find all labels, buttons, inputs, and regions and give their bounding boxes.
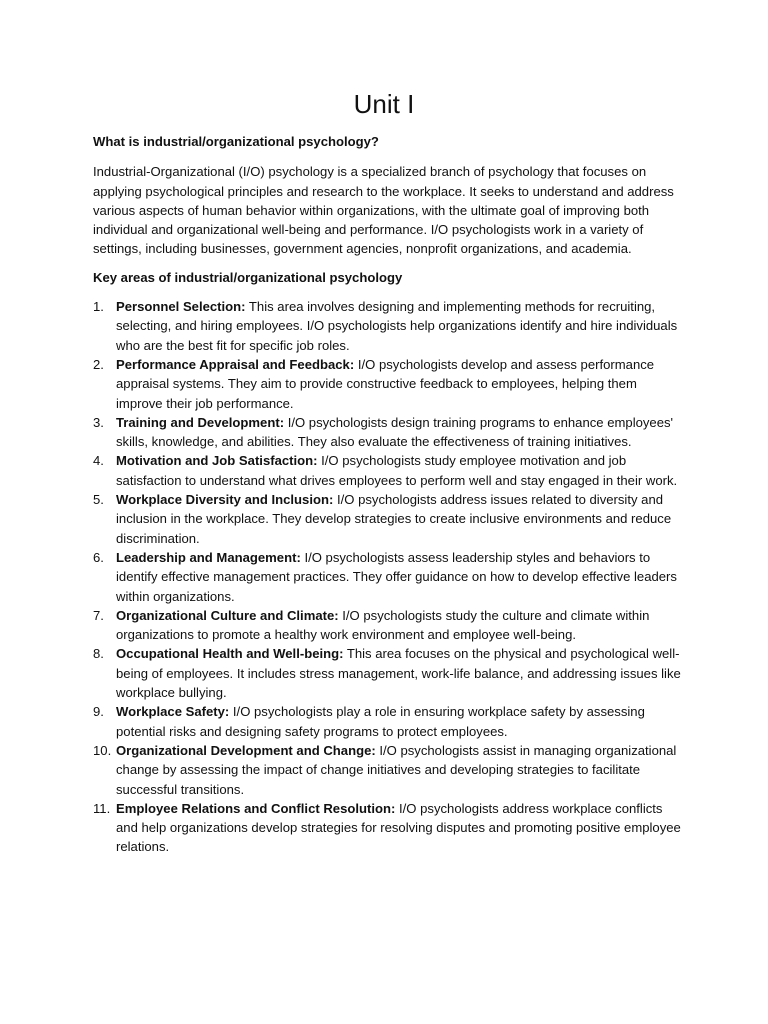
list-item (93, 548, 683, 606)
list-item-text: I/O psychologists design training programs to enhance employees' skills, knowledge, and abilities. They also evaluate the effectiveness of training initiatives. (116, 414, 674, 450)
key-areas-list (93, 297, 683, 857)
list-item-number: 8. (93, 646, 104, 662)
list-item-number: 9. (93, 704, 104, 720)
section-question-heading: What is industrial/organizational psychology? (93, 134, 379, 149)
list-item (93, 490, 683, 548)
list-item-text: This area involves designing and implementing methods for recruiting, selecting, and hiring employees. I/O psychologists help organizations identify and hire individuals who are the best fit for specific job roles. (116, 299, 678, 353)
list-item (93, 355, 683, 413)
list-item-number: 4. (93, 453, 104, 469)
list-item-number: 5. (93, 492, 104, 508)
list-item (93, 413, 683, 452)
list-item-number: 7. (93, 607, 104, 623)
intro-paragraph: Industrial-Organizational (I/O) psychology is a specialized branch of psychology that focuses on applying psychological principles and research to the workplace. It seeks to understand and address various aspects of human behavior within organizations, with the ultimate goal of improving both individual and organizational well-being and performance. I/O psychologists work in a variety of settings, including businesses, government agencies, nonprofit organizations, and academia. (93, 164, 674, 257)
list-item-term: Employee Relations and Conflict Resolution: (116, 800, 396, 816)
list-item-number: 10. (93, 742, 112, 758)
list-item-term: Performance Appraisal and Feedback: (116, 356, 355, 372)
list-item (93, 799, 683, 857)
list-item-text: I/O psychologists assist in managing organizational change by assessing the impact of change initiatives and developing strategies to facilitate successful transitions. (116, 742, 677, 797)
list-item-text: I/O psychologists develop and assess performance appraisal systems. They aim to provide constructive feedback to employees, helping them improve their job performance. (116, 356, 655, 411)
list-item-number: 6. (93, 549, 104, 565)
list-item-term: Workplace Safety: (116, 704, 230, 720)
list-item-number: 3. (93, 414, 104, 430)
list-item (93, 702, 683, 741)
list-item-number: 11. (93, 800, 111, 816)
key-areas-heading: Key areas of industrial/organizational psychology (93, 269, 403, 285)
list-item (93, 297, 683, 355)
list-item-term: Workplace Diversity and Inclusion: (116, 492, 334, 508)
list-item-number: 1. (93, 299, 104, 315)
list-item-term: Leadership and Management: (116, 549, 301, 565)
list-item-text: I/O psychologists address workplace conflicts and help organizations develop strategies for resolving disputes and promoting positive employee relations. (116, 800, 681, 855)
list-item-term: Occupational Health and Well-being: (116, 646, 344, 662)
list-item-number: 2. (93, 356, 104, 372)
list-item-term: Organizational Culture and Climate: (116, 607, 339, 623)
list-item-text: I/O psychologists play a role in ensuring workplace safety by assessing potential risks and designing safety programs to protect employees. (116, 704, 645, 739)
list-item (93, 606, 683, 645)
list-item-term: Organizational Development and Change: (116, 742, 376, 758)
list-item-term: Personnel Selection: (116, 299, 246, 315)
document-body (93, 132, 683, 857)
list-item (93, 741, 683, 799)
list-item-text: I/O psychologists study the culture and climate within organizations to promote a healthy work environment and employee well-being. (116, 607, 650, 643)
list-item (93, 644, 683, 702)
list-item-term: Training and Development: (116, 414, 285, 430)
list-item-text: This area focuses on the physical and psychological well-being of employees. It includes stress management, work-life balance, and addressing issues like workplace bullying. (116, 646, 681, 701)
list-item-text: I/O psychologists address issues related to diversity and inclusion in the workplace. They develop strategies to create inclusive environments and reduce discrimination. (116, 492, 672, 546)
page-title: Unit I (353, 89, 415, 119)
list-item (93, 451, 683, 490)
list-item-term: Motivation and Job Satisfaction: (116, 453, 318, 469)
list-item-text: I/O psychologists assess leadership styles and behaviors to identify effective management practices. They offer guidance on how to develop effective leaders within organizations. (116, 549, 677, 604)
list-item-text: I/O psychologists study employee motivation and job satisfaction to understand what drives employees to perform well and stay engaged in their work. (116, 453, 678, 488)
